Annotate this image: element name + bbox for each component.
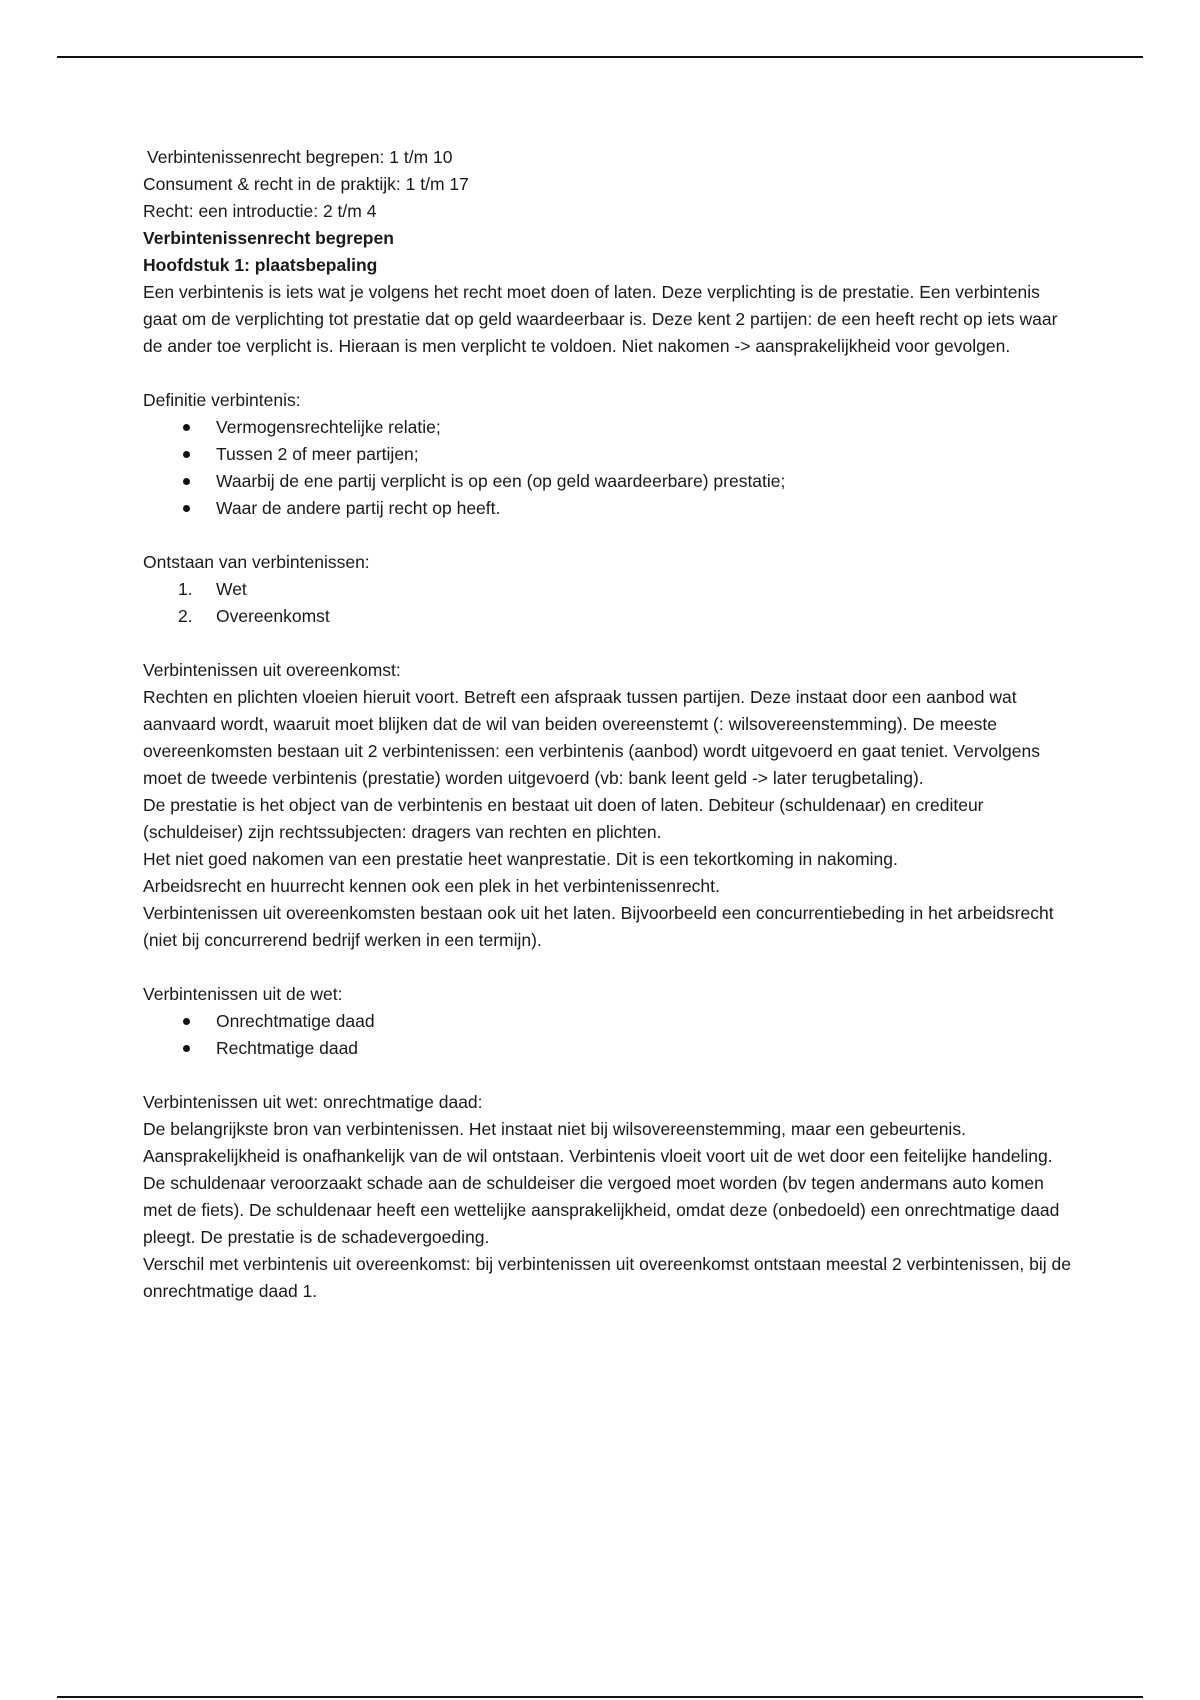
page-bottom-rule [57,1696,1143,1698]
list-item: Onrechtmatige daad [216,1008,1073,1035]
chapter-intro: Een verbintenis is iets wat je volgens het recht moet doen of laten. Deze verplichting is de prestatie. Een verbintenis gaat om de verplichting tot prestatie dat op geld waardeerbaar is. Deze kent 2 partijen: de een heeft recht op iets waar de ander toe verplicht is. Hieraan is men verplicht te voldoen. Niet nakomen -> aansprakelijkheid voor gevolgen. [143,282,1058,356]
list-item: Tussen 2 of meer partijen; [216,441,1073,468]
paragraph: De schuldenaar veroorzaakt schade aan de schuldeiser die vergoed moet worden (bv tegen andermans auto komen met de fiets). De schuldenaar heeft een wettelijke aansprakelijkheid, omdat deze (onbedoeld) een onrechtmatige daad pleegt. De prestatie is de schadevergoeding. [143,1173,1060,1247]
origin-label: Ontstaan van verbintenissen: [143,552,370,572]
paragraph: Verbintenissen uit overeenkomsten bestaan ook uit het laten. Bijvoorbeeld een concurrentiebeding in het arbeidsrecht (niet bij concurrerend bedrijf werken in een termijn). [143,903,1054,950]
section-title: Verbintenissenrecht begrepen [143,228,394,248]
definition-label: Definitie verbintenis: [143,390,301,410]
list-item: Rechtmatige daad [216,1035,1073,1062]
list-number: 2. [178,606,193,626]
list-item-text: Wet [216,579,247,599]
tort-label: Verbintenissen uit wet: onrechtmatige daad: [143,1092,483,1112]
chapter-title: Hoofdstuk 1: plaatsbepaling [143,255,378,275]
reading-list-line: Verbintenissenrecht begrepen: 1 t/m 10 [147,147,453,167]
list-item [178,576,1073,603]
agreement-label: Verbintenissen uit overeenkomst: [143,660,401,680]
list-item: Waar de andere partij recht op heeft. [216,495,1073,522]
list-item: Vermogensrechtelijke relatie; [216,414,1073,441]
paragraph: Arbeidsrecht en huurrecht kennen ook een plek in het verbintenissenrecht. [143,876,720,896]
paragraph: Het niet goed nakomen van een prestatie heet wanprestatie. Dit is een tekortkoming in nakoming. [143,849,898,869]
reading-list-line: Recht: een introductie: 2 t/m 4 [143,201,377,221]
paragraph: Rechten en plichten vloeien hieruit voort. Betreft een afspraak tussen partijen. Deze instaat door een aanbod wat aanvaard wordt, waaruit moet blijken dat de wil van beiden overeenstemt (: wilsovereenstemming). De meeste overeenkomsten bestaan uit 2 verbintenissen: een verbintenis (aanbod) wordt uitgevoerd en gaat teniet. Vervolgens moet de tweede verbintenis (prestatie) worden uitgevoerd (vb: bank leent geld -> later terugbetaling). [143,687,1040,788]
document-body [143,144,1073,1305]
page-top-rule [57,56,1143,58]
paragraph: De prestatie is het object van de verbintenis en bestaat uit doen of laten. Debiteur (schuldenaar) en crediteur (schuldeiser) zijn rechtssubjecten: dragers van rechten en plichten. [143,795,984,842]
definition-list [143,414,1073,522]
list-item: Waarbij de ene partij verplicht is op een (op geld waardeerbare) prestatie; [216,468,1073,495]
reading-list-line: Consument & recht in de praktijk: 1 t/m 17 [143,174,469,194]
list-item [178,603,1073,630]
paragraph: De belangrijkste bron van verbintenissen. Het instaat niet bij wilsovereenstemming, maar een gebeurtenis. Aansprakelijkheid is onafhankelijk van de wil ontstaan. Verbintenis vloeit voort uit de wet door een feitelijke handeling. [143,1119,1053,1166]
list-item-text: Overeenkomst [216,606,330,626]
paragraph: Verschil met verbintenis uit overeenkomst: bij verbintenissen uit overeenkomst ontstaan meestal 2 verbintenissen, bij de onrechtmatige daad 1. [143,1254,1071,1301]
list-number: 1. [178,579,193,599]
origin-list [143,576,1073,630]
law-label: Verbintenissen uit de wet: [143,984,343,1004]
law-list [143,1008,1073,1062]
